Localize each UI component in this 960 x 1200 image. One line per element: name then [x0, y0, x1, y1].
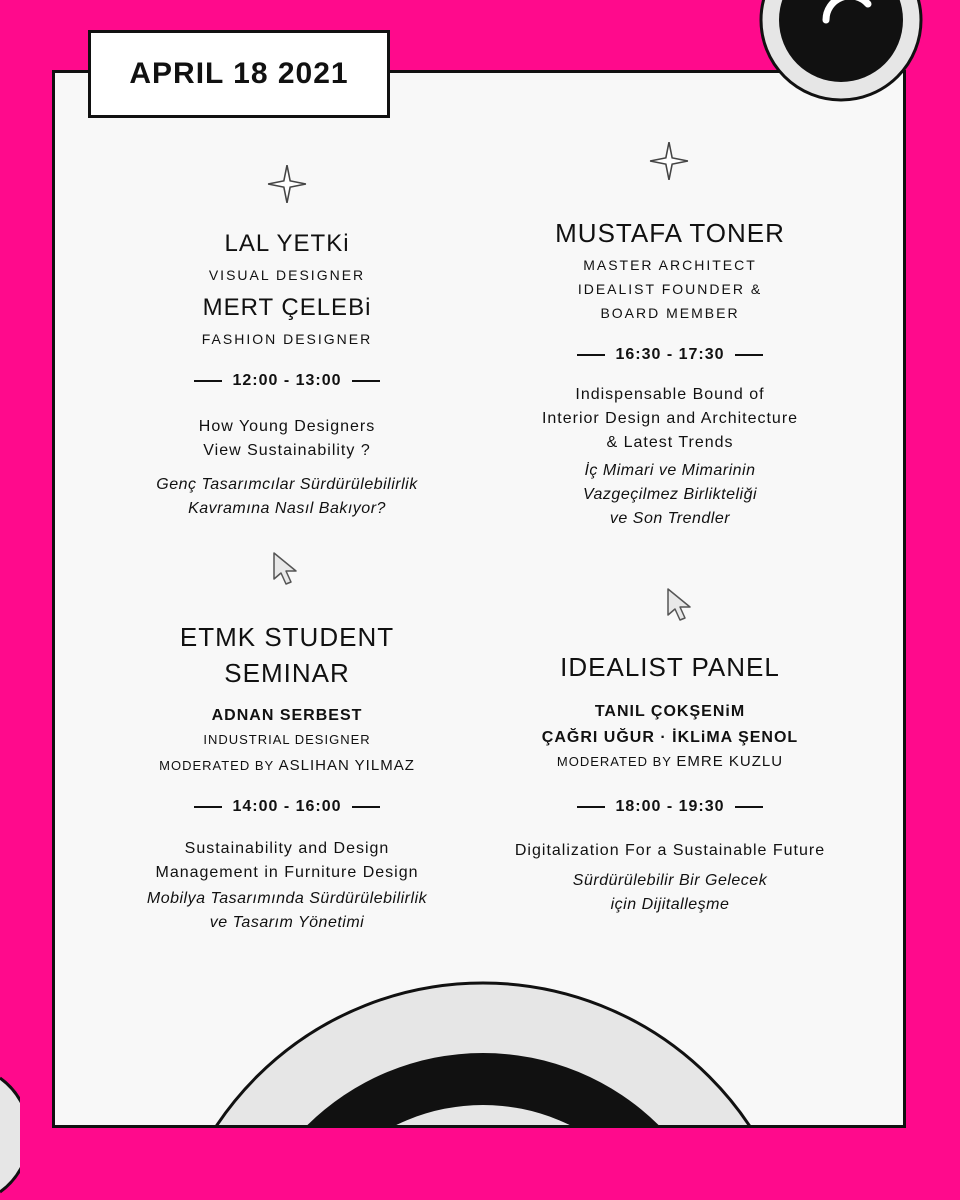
divider	[194, 806, 222, 808]
speaker-name: MERT ÇELEBi	[202, 294, 372, 321]
divider	[352, 380, 380, 382]
target-rings-icon	[143, 973, 823, 1128]
divider	[735, 354, 763, 356]
time-label: 12:00 - 13:00	[232, 372, 342, 389]
time-label: 16:30 - 17:30	[615, 346, 725, 363]
topic-en: How Young Designers	[198, 418, 376, 435]
eye-circle-icon	[756, 0, 926, 106]
topic-tr: Kavramına Nasıl Bakıyor?	[188, 500, 386, 517]
cursor-icon	[665, 587, 695, 623]
topic-en: Interior Design and Architecture	[541, 410, 799, 427]
moderator-name: EMRE KUZLU	[676, 753, 784, 770]
speaker-role: IDEALIST FOUNDER &	[577, 281, 763, 297]
topic-en: Sustainability and Design	[184, 840, 390, 857]
topic-en: Indispensable Bound of	[575, 386, 765, 403]
speaker-role: VISUAL DESIGNER	[208, 267, 366, 283]
speaker-name: ADNAN SERBEST	[211, 707, 363, 724]
divider	[194, 380, 222, 382]
divider	[735, 806, 763, 808]
topic-tr: için Dijitalleşme	[610, 896, 730, 913]
topic-tr: Sürdürülebilir Bir Gelecek	[572, 872, 768, 889]
speaker-name: MUSTAFA TONER	[555, 218, 785, 248]
session-1	[117, 229, 457, 521]
speaker-role: FASHION DESIGNER	[201, 331, 373, 347]
session-4	[485, 649, 855, 917]
topic-en: Digitalization For a Sustainable Future	[514, 842, 826, 859]
time-label: 18:00 - 19:30	[615, 798, 725, 815]
topic-tr: Vazgeçilmez Birlikteliği	[582, 486, 758, 503]
topic-tr: ve Son Trendler	[609, 510, 731, 527]
moderator-name: ASLIHAN YILMAZ	[278, 757, 415, 774]
speaker-role: INDUSTRIAL DESIGNER	[203, 732, 371, 747]
date-badge	[88, 30, 390, 118]
topic-tr: Mobilya Tasarımında Sürdürülebilirlik	[146, 890, 428, 907]
topic-tr: Genç Tasarımcılar Sürdürülebilirlik	[156, 476, 418, 493]
circle-decoration-icon	[0, 1060, 20, 1200]
topic-en: & Latest Trends	[606, 434, 734, 451]
schedule-card	[52, 70, 906, 1128]
session-title: ETMK STUDENT	[179, 622, 395, 652]
topic-en: View Sustainability ?	[203, 442, 371, 459]
divider	[352, 806, 380, 808]
session-time	[577, 343, 762, 367]
session-time	[577, 795, 762, 819]
sparkle-icon	[648, 140, 690, 182]
topic-tr: ve Tasarım Yönetimi	[209, 914, 365, 931]
moderator-line	[159, 755, 415, 777]
time-label: 14:00 - 16:00	[232, 798, 342, 815]
session-time	[194, 369, 379, 393]
event-date: APRIL 18 2021	[129, 57, 349, 90]
topic-en: Management in Furniture Design	[155, 864, 419, 881]
moderated-by-label: MODERATED BY	[556, 754, 672, 769]
panelist-name: ÇAĞRI UĞUR · İKLiMA ŞENOL	[541, 729, 799, 746]
speaker-role: BOARD MEMBER	[600, 305, 740, 321]
panelist-name: TANIL ÇOKŞENiM	[594, 703, 746, 720]
session-title: SEMINAR	[224, 658, 350, 688]
sparkle-icon	[266, 163, 308, 205]
moderated-by-label: MODERATED BY	[159, 758, 274, 773]
session-2	[485, 215, 855, 531]
session-title: IDEALIST PANEL	[560, 652, 780, 682]
divider	[577, 354, 605, 356]
session-3	[107, 619, 467, 935]
moderator-line	[557, 751, 783, 773]
cursor-icon	[271, 551, 301, 587]
speaker-role: MASTER ARCHITECT	[583, 257, 757, 273]
speaker-name: LAL YETKi	[224, 230, 350, 257]
topic-tr: İç Mimari ve Mimarinin	[584, 462, 756, 479]
divider	[577, 806, 605, 808]
session-time	[194, 795, 379, 819]
